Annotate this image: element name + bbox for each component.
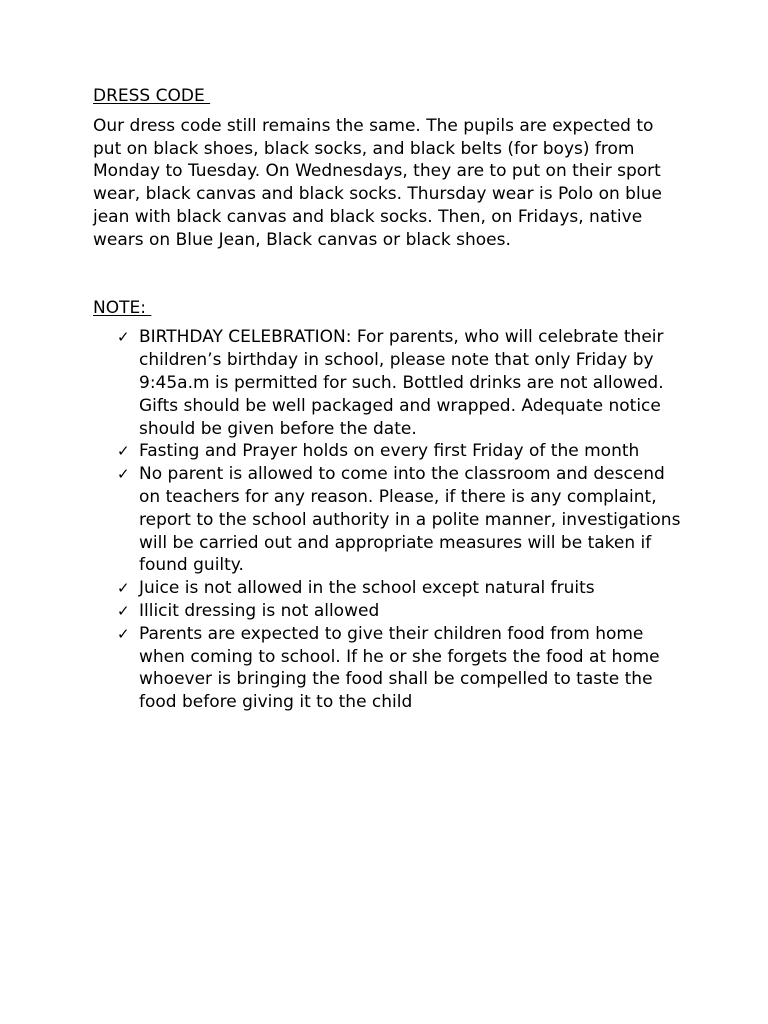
list-item [93,623,684,714]
list-item-text: Parents are expected to give their children food from home when coming to school. If he or she forgets the food at home whoever is bringing the food shall be compelled to taste the food before giving it to the child [139,623,660,713]
checkmark-icon: ✓ [117,465,130,484]
list-item [93,577,684,600]
list-item-text: BIRTHDAY CELEBRATION: For parents, who will celebrate their children’s birthday in school, please note that only Friday by 9:45a.m is permitted for such. Bottled drinks are not allowed. Gifts should be well packaged and wrapped. Adequate notice should be given before the date. [139,327,664,439]
dress-code-heading: DRESS CODE [93,86,211,106]
checkmark-icon: ✓ [117,442,130,461]
list-item-text: Juice is not allowed in the school except natural fruits [139,578,595,599]
list-item-text: No parent is allowed to come into the classroom and descend on teachers for any reason. Please, if there is any complaint, report to the school authority in a polite manner, investigations will be carried out and appropriate measures will be taken if found guilty. [139,464,681,576]
note-heading: NOTE: [93,297,152,318]
checkmark-icon: ✓ [117,579,130,598]
list-item [93,463,684,577]
checkmark-icon: ✓ [117,601,130,620]
list-item-text: Illicit dressing is not allowed [139,600,380,621]
checkmark-icon: ✓ [117,328,130,347]
list-item-text: Fasting and Prayer holds on every first Friday of the month [139,441,640,462]
list-item [93,440,684,463]
note-checklist [93,326,693,714]
list-item [93,326,684,440]
checkmark-icon: ✓ [117,624,130,643]
document-page [93,85,693,714]
dress-code-paragraph: Our dress code still remains the same. The pupils are expected to put on black shoes, black socks, and black belts (for boys) from Monday to Tuesday. On Wednesdays, they are to put on their sport wear, black canvas and black socks. Thursday wear is Polo on blue jean with black canvas and black socks. Then, on Fridays, native wears on Blue Jean, Black canvas or black shoes. [93,115,662,250]
list-item [93,600,684,623]
section-spacer [93,252,693,297]
